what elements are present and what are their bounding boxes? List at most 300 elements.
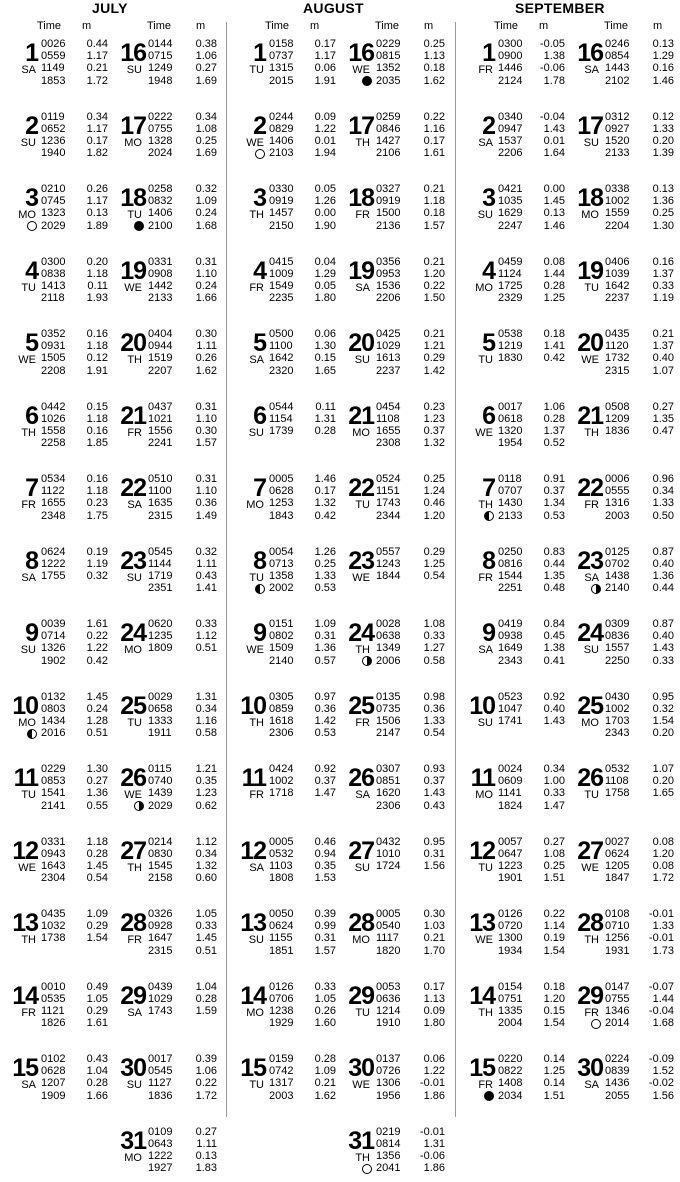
tide-height: 0.19 (86, 545, 108, 558)
day-of-week: SA (478, 644, 493, 656)
tide-time: 2306 (269, 727, 294, 740)
tide-height: 1.91 (314, 74, 336, 87)
day-number: 28 (120, 909, 146, 937)
tide-times (148, 908, 172, 957)
tide-time: 1506 (376, 714, 401, 727)
day-of-week: SU (477, 209, 493, 221)
tide-height: 1.03 (423, 920, 445, 933)
time-column-header: Time (494, 20, 519, 32)
tide-time: 0300 (498, 38, 523, 50)
tide-time: 1120 (605, 340, 629, 353)
tide-time: 2344 (376, 509, 401, 522)
tide-height: 1.20 (423, 509, 445, 522)
tide-time: 0159 (269, 1053, 294, 1065)
tide-time: 1335 (498, 1004, 523, 1017)
day-number: 21 (577, 401, 603, 430)
day-of-week: TH (249, 209, 264, 221)
tide-height: 1.04 (195, 980, 217, 993)
tide-height: 0.25 (314, 557, 336, 570)
tide-height: 1.43 (652, 642, 674, 655)
tide-height: 0.21 (423, 183, 445, 195)
tide-height: 1.23 (195, 787, 217, 800)
tide-height: 1.05 (86, 992, 108, 1005)
tide-day-entry (228, 618, 456, 674)
tide-time: 0751 (498, 992, 523, 1005)
tide-time: 1509 (269, 642, 294, 655)
tide-height: 1.33 (652, 122, 674, 135)
tide-time: 1558 (41, 424, 66, 437)
tide-time: 2006 (376, 654, 401, 667)
tide-height: 1.83 (195, 1162, 217, 1175)
tide-time: 1434 (41, 714, 66, 727)
tide-time: 1808 (269, 872, 294, 885)
day-of-week: TH (355, 136, 370, 149)
tide-heights (424, 981, 445, 1030)
day-of-week: FR (478, 1079, 493, 1091)
tide-time: 0643 (148, 1137, 173, 1150)
tide-time: 0459 (498, 255, 523, 268)
tide-time: 1940 (41, 147, 66, 160)
tide-height: 1.23 (423, 412, 445, 425)
tide-height: -0.02 (648, 1077, 674, 1090)
tide-height: 0.30 (195, 424, 217, 437)
tide-time: 2206 (498, 147, 523, 160)
day-of-week: MO (581, 209, 599, 221)
tide-time: 1121 (41, 1004, 65, 1017)
tide-height: 1.25 (423, 557, 445, 570)
tide-times (148, 401, 172, 450)
tide-time: 0851 (376, 775, 401, 788)
tide-time: 0735 (376, 702, 401, 715)
day-number: 17 (120, 111, 146, 140)
tide-day-entry (228, 328, 456, 384)
tide-time: 0854 (605, 50, 630, 63)
tide-day-entry (0, 256, 228, 312)
tide-times (605, 908, 629, 957)
tide-height: 1.47 (314, 787, 336, 800)
tide-time: 1738 (41, 932, 66, 945)
tide-time: 1108 (605, 775, 629, 788)
tide-height: 0.29 (423, 352, 445, 365)
tide-heights (424, 691, 445, 740)
tide-time: 2029 (41, 219, 66, 232)
tide-time: 2029 (148, 799, 173, 812)
tide-times (376, 256, 400, 305)
tide-height: 0.40 (652, 557, 674, 570)
tide-heights (424, 908, 445, 957)
tide-time: 0229 (41, 763, 66, 775)
tide-times (605, 328, 629, 377)
tide-day-entry (228, 111, 456, 167)
tide-height: 0.26 (86, 183, 108, 195)
tide-time: 1141 (498, 787, 522, 800)
tide-time: 0246 (605, 38, 630, 50)
day-number: 8 (482, 546, 495, 575)
tide-time: 0126 (498, 908, 523, 920)
tide-times (148, 111, 172, 160)
tide-height: 0.29 (423, 545, 445, 558)
tide-time: 1320 (498, 424, 523, 437)
tide-times (148, 981, 172, 1018)
tide-day-entry (228, 401, 456, 457)
tide-day-entry (0, 473, 228, 529)
tide-height: 0.84 (543, 618, 565, 630)
tide-height: 1.89 (86, 219, 108, 232)
tide-time: 0119 (41, 110, 65, 123)
day-of-week: SA (21, 64, 36, 76)
tide-height: 1.19 (86, 557, 108, 570)
tide-height: 1.31 (195, 690, 217, 703)
day-number: 11 (13, 764, 38, 792)
day-of-week: WE (18, 861, 36, 874)
tide-time: 0147 (605, 980, 630, 993)
tide-height: -0.04 (539, 110, 565, 123)
tide-time: 1809 (148, 642, 173, 655)
day-of-week: TU (127, 716, 142, 729)
tide-height: 0.54 (86, 872, 108, 885)
day-of-week: TU (584, 281, 599, 294)
tide-heights (424, 38, 445, 87)
day-of-week: WE (124, 789, 142, 801)
tide-time: 0132 (41, 690, 66, 703)
tide-time: 0406 (605, 255, 630, 268)
tide-height: 0.24 (195, 207, 217, 220)
tide-times (376, 38, 400, 87)
tide-time: 0658 (148, 702, 173, 715)
tide-height: 0.16 (652, 255, 674, 268)
tide-time: 1122 (41, 485, 65, 498)
tide-time: 0432 (376, 835, 401, 848)
moon-phase-icon (134, 221, 144, 231)
day-of-week: MO (124, 1151, 142, 1164)
tide-height: 1.44 (652, 992, 674, 1005)
day-number: 20 (348, 329, 374, 357)
tide-times (605, 763, 629, 800)
tide-time: 0102 (41, 1053, 66, 1065)
tide-time: 0510 (148, 473, 173, 485)
tide-height: 1.57 (195, 437, 217, 450)
tide-time: 2204 (605, 219, 630, 232)
tide-heights (420, 1053, 445, 1102)
day-number: 24 (120, 619, 146, 647)
day-number: 7 (253, 474, 266, 502)
day-number: 22 (120, 474, 146, 502)
tide-day-entry (457, 908, 680, 964)
tide-height: 0.25 (423, 38, 445, 50)
tide-height: 1.38 (543, 642, 565, 655)
tide-time: 2041 (376, 1162, 401, 1175)
tide-height: 0.06 (423, 1053, 445, 1065)
tide-times (148, 763, 172, 812)
tide-day-entry (457, 328, 680, 384)
day-number: 27 (120, 836, 146, 865)
tide-height: 0.20 (86, 255, 108, 268)
tide-heights (649, 981, 674, 1030)
tide-day-entry (228, 981, 456, 1037)
tide-height: 1.54 (86, 932, 108, 945)
tide-time: 1642 (605, 279, 630, 292)
tide-time: 0125 (605, 545, 630, 558)
tide-height: 0.47 (652, 424, 674, 437)
time-column-header: Time (265, 20, 290, 32)
tide-time: 0822 (498, 1065, 523, 1078)
tide-height: 1.06 (543, 400, 565, 413)
day-number: 22 (348, 474, 374, 502)
tide-time: 0425 (376, 328, 401, 340)
tide-time: 2133 (498, 509, 523, 522)
day-of-week: SA (249, 354, 264, 366)
tide-heights (653, 763, 674, 800)
tide-times (376, 908, 400, 957)
day-of-week: FR (21, 499, 36, 511)
tide-time: 1306 (376, 1077, 401, 1090)
tide-height: 1.35 (543, 569, 565, 582)
day-of-week: FR (584, 499, 599, 511)
tide-time: 1934 (498, 944, 523, 957)
tide-day-entry (228, 38, 456, 94)
day-number: 30 (348, 1054, 374, 1082)
tide-height: -0.01 (648, 932, 674, 945)
day-number: 11 (470, 764, 495, 792)
tide-time: 1002 (605, 702, 630, 715)
tide-time: 1649 (498, 642, 523, 655)
day-number: 2 (253, 111, 266, 140)
tide-time: 0435 (41, 908, 66, 920)
day-number: 23 (348, 546, 374, 575)
tide-height: 1.42 (423, 364, 445, 377)
tide-height: 1.12 (195, 630, 217, 643)
tide-time: 0005 (376, 908, 401, 920)
tide-times (376, 328, 400, 377)
tide-time: 0154 (498, 980, 523, 993)
tide-time: 0545 (148, 1065, 173, 1078)
tide-height: 0.36 (314, 702, 336, 715)
tide-height: 1.25 (543, 1065, 565, 1078)
tide-height: 0.35 (314, 859, 336, 872)
tide-height: 0.09 (423, 1004, 445, 1017)
tide-time: 1927 (148, 1162, 173, 1175)
tide-time: 2100 (148, 219, 173, 232)
tide-time: 1755 (41, 569, 66, 582)
tide-height: 1.51 (543, 1089, 565, 1102)
tide-time: 1948 (148, 74, 173, 87)
tide-time: 0454 (376, 400, 401, 413)
day-number: 16 (120, 39, 146, 67)
tide-height: 0.33 (314, 980, 336, 993)
day-of-week: SU (477, 716, 493, 729)
tide-height: 1.72 (86, 74, 108, 87)
day-of-week: SA (21, 571, 36, 584)
day-of-week: WE (124, 281, 142, 294)
day-number: 25 (120, 691, 146, 720)
tide-time: 1505 (41, 352, 66, 365)
tide-time: 1544 (498, 569, 523, 582)
tide-time: 2306 (376, 799, 401, 812)
tide-time: 0126 (269, 980, 294, 993)
tide-time: 1439 (148, 787, 173, 800)
tide-time: 2133 (605, 147, 630, 160)
tide-height: 0.34 (652, 485, 674, 498)
tide-day-entry (457, 691, 680, 747)
tide-day-entry (0, 38, 228, 94)
tide-heights (424, 183, 445, 232)
tide-time: 0005 (269, 473, 294, 485)
day-of-week: SU (20, 136, 36, 149)
tide-height: 0.33 (423, 630, 445, 643)
tide-height: 0.06 (314, 62, 336, 75)
tide-height: 1.41 (543, 340, 565, 353)
day-of-week: SU (126, 64, 142, 76)
tide-time: 1847 (605, 872, 630, 885)
tide-height: 0.25 (195, 134, 217, 147)
tide-height: 1.33 (423, 714, 445, 727)
tide-height: 0.09 (314, 110, 336, 123)
tide-time: 2247 (498, 219, 523, 232)
tide-times (605, 1053, 629, 1102)
tide-time: 0557 (376, 545, 401, 558)
day-number: 28 (348, 909, 374, 937)
day-number: 15 (469, 1054, 495, 1082)
day-of-week: FR (127, 426, 142, 439)
tide-time: 1457 (269, 207, 294, 220)
tide-time: 2055 (605, 1089, 630, 1102)
tide-height: 1.33 (314, 569, 336, 582)
tide-time: 1214 (376, 1004, 401, 1017)
tide-height: 1.25 (543, 292, 565, 305)
tide-day-entry (457, 546, 680, 602)
day-number: 31 (120, 1126, 146, 1155)
tide-time: 0312 (605, 110, 630, 123)
day-number: 3 (482, 184, 495, 212)
tide-time: 0652 (41, 122, 66, 135)
tide-height: 0.37 (423, 424, 445, 437)
day-of-week: FR (127, 934, 142, 946)
tide-time: 0307 (376, 763, 401, 775)
tide-height: 1.26 (314, 195, 336, 208)
tide-time: 2250 (605, 654, 630, 667)
tide-time: 0523 (498, 690, 523, 703)
tide-time: 1103 (269, 859, 293, 872)
day-of-week: SU (126, 571, 142, 584)
tide-time: 0710 (605, 920, 630, 933)
day-of-week: TH (584, 934, 599, 946)
tide-day-entry (457, 473, 680, 529)
tide-heights (196, 1126, 217, 1175)
tide-time: 1235 (148, 630, 173, 643)
tide-times (148, 836, 172, 885)
tide-height: 0.57 (314, 654, 336, 667)
day-number: 26 (120, 764, 146, 792)
tide-height: 1.65 (652, 787, 674, 800)
tide-height: 0.32 (195, 545, 217, 558)
tide-height: 0.34 (195, 702, 217, 715)
tide-time: 1826 (41, 1017, 66, 1030)
tide-height: 1.57 (423, 219, 445, 232)
tide-time: 2348 (41, 509, 66, 522)
tide-time: 1725 (498, 279, 523, 292)
tide-height: 0.25 (543, 859, 565, 872)
tide-height: 0.87 (652, 545, 674, 558)
tide-height: 1.18 (86, 340, 108, 353)
tide-time: 2034 (498, 1089, 523, 1102)
tide-time: 0714 (41, 630, 66, 643)
tide-height: 0.41 (543, 654, 565, 667)
day-of-week: WE (352, 64, 370, 76)
tide-height: 0.00 (543, 183, 565, 195)
tide-time: 0628 (41, 1065, 66, 1078)
day-number: 20 (120, 329, 146, 357)
day-of-week: TH (127, 354, 142, 366)
tide-height: 0.16 (652, 62, 674, 75)
day-of-week: SU (20, 644, 36, 656)
day-of-week: TU (355, 1006, 370, 1019)
tide-heights (196, 328, 217, 377)
tide-time: 2208 (41, 364, 66, 377)
tide-height: 0.60 (195, 872, 217, 885)
tide-time: 1154 (269, 412, 293, 425)
tide-height: 0.21 (86, 62, 108, 75)
tide-time: 2351 (148, 582, 173, 595)
tide-height: 0.17 (423, 980, 445, 993)
tide-heights (424, 618, 445, 667)
tide-time: 2035 (376, 74, 401, 87)
day-number: 13 (12, 909, 38, 937)
tide-height: 1.08 (195, 122, 217, 135)
day-number: 5 (482, 329, 495, 357)
tide-height: 1.66 (86, 1089, 108, 1102)
tide-height: 0.13 (86, 207, 108, 220)
tide-time: 1545 (148, 859, 173, 872)
tide-time: 0244 (269, 110, 294, 123)
tide-height: 0.14 (543, 1077, 565, 1090)
tide-time: 1207 (41, 1077, 66, 1090)
tide-day-entry (0, 691, 228, 747)
day-number: 6 (253, 401, 266, 430)
day-number: 2 (482, 111, 495, 140)
tide-height: 1.78 (543, 74, 565, 87)
tide-times (148, 256, 172, 305)
tide-height: 0.16 (86, 328, 108, 340)
tide-day-entry (457, 256, 680, 312)
tide-heights (424, 763, 445, 812)
day-number: 7 (482, 474, 495, 502)
tide-time: 2258 (41, 437, 66, 450)
tide-time: 0534 (41, 473, 66, 485)
tide-time: 1853 (41, 74, 66, 87)
moon-phase-icon (362, 76, 372, 86)
tide-height: 1.10 (195, 485, 217, 498)
tide-time: 0919 (269, 195, 294, 208)
tide-time: 1559 (605, 207, 630, 220)
tide-times (148, 328, 172, 377)
tide-time: 0006 (605, 473, 630, 485)
day-number: 6 (482, 401, 495, 430)
tide-time: 1124 (498, 267, 522, 280)
height-column-header: m (82, 20, 92, 32)
tide-time: 2251 (498, 582, 523, 595)
tide-time: 2320 (269, 364, 294, 377)
day-of-week: FR (355, 716, 370, 729)
tide-time: 2004 (498, 1017, 523, 1030)
tide-height: 0.42 (314, 509, 336, 522)
tide-height: 1.05 (195, 908, 217, 920)
tide-height: 1.10 (195, 267, 217, 280)
tide-heights (196, 981, 217, 1018)
tide-height: 1.00 (543, 775, 565, 788)
tide-time: 0838 (41, 267, 66, 280)
day-of-week: SA (584, 1079, 599, 1091)
tide-time: 1413 (41, 279, 66, 292)
